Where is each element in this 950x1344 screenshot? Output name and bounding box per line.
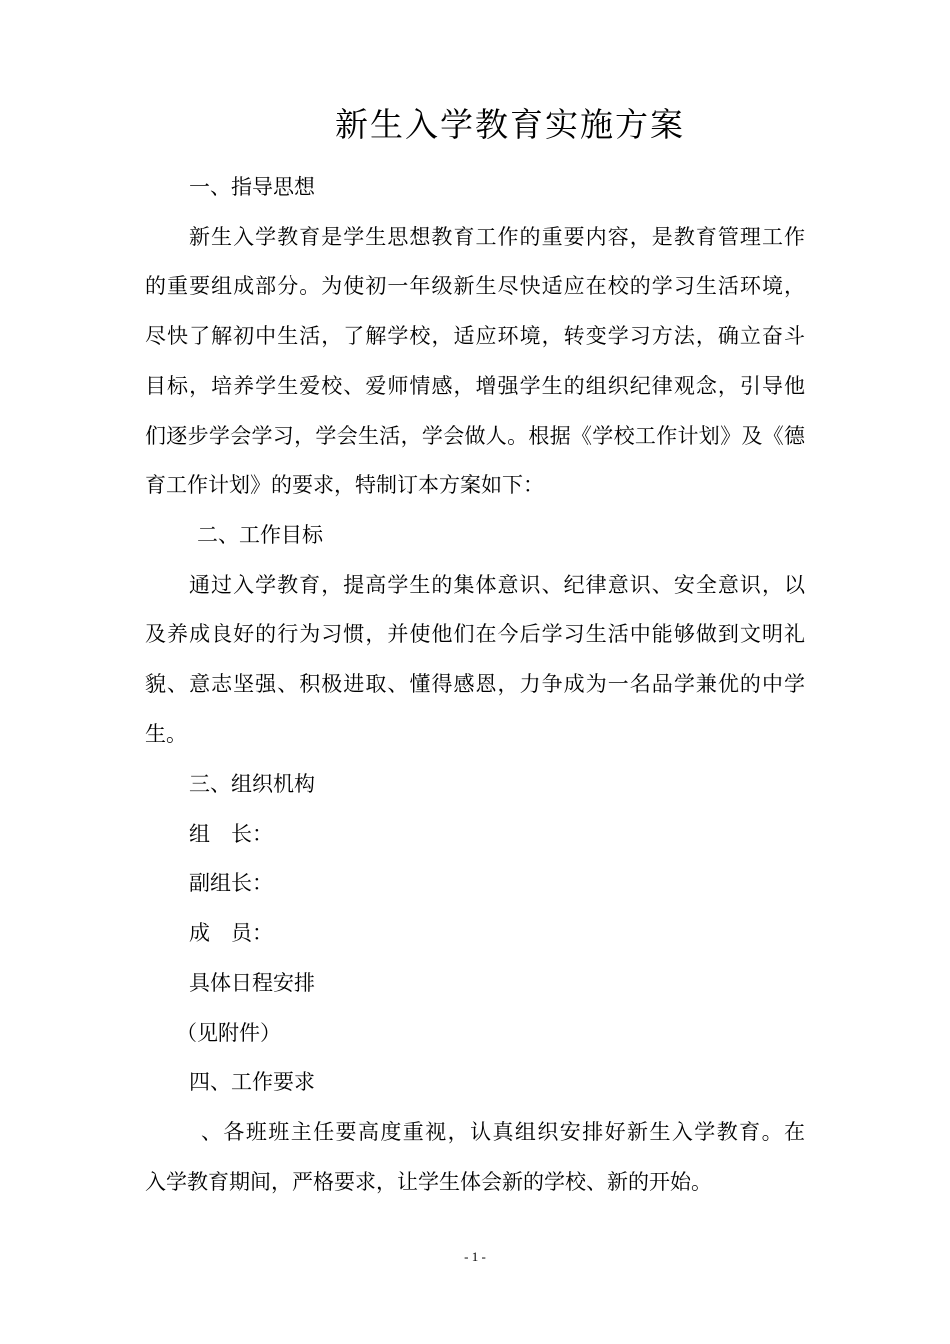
- paragraph-2-line-1: 通过入学教育，提高学生的集体意识、纪律意识、安全意识，以: [189, 573, 805, 597]
- section-heading-organization: 三、组织机构: [189, 772, 315, 796]
- org-leader-label: 组 长：: [189, 822, 273, 846]
- paragraph-1-line-1: 新生入学教育是学生思想教育工作的重要内容，是教育管理工作: [189, 225, 805, 249]
- paragraph-1-line-2: 的重要组成部分。为使初一年级新生尽快适应在校的学习生活环境，: [145, 274, 805, 298]
- schedule-label: 具体日程安排: [189, 971, 315, 995]
- org-members-label: 成 员：: [189, 921, 273, 945]
- paragraph-4-line-1: 、各班班主任要高度重视，认真组织安排好新生入学教育。在: [201, 1120, 805, 1144]
- section-heading-work-goals: 二、工作目标: [197, 523, 323, 547]
- paragraph-2-line-2: 及养成良好的行为习惯，并使他们在今后学习生活中能够做到文明礼: [145, 622, 805, 646]
- section-heading-work-requirements: 四、工作要求: [189, 1070, 315, 1094]
- org-deputy-label: 副组长：: [189, 871, 273, 895]
- attachment-note: （见附件）: [176, 1021, 281, 1045]
- paragraph-2-line-3: 貌、意志坚强、积极进取、懂得感恩，力争成为一名品学兼优的中学: [145, 672, 805, 696]
- section-heading-guiding-ideology: 一、指导思想: [189, 175, 315, 199]
- paragraph-1-line-5: 们逐步学会学习，学会生活，学会做人。根据《学校工作计划》及《德: [145, 424, 805, 448]
- paragraph-1-line-4: 目标，培养学生爱校、爱师情感，增强学生的组织纪律观念，引导他: [145, 374, 805, 398]
- paragraph-1-line-6: 育工作计划》的要求，特制订本方案如下：: [145, 473, 544, 497]
- paragraph-1-line-3: 尽快了解初中生活，了解学校，适应环境，转变学习方法，确立奋斗: [145, 324, 805, 348]
- paragraph-2-line-4: 生。: [145, 722, 187, 746]
- paragraph-4-line-2: 入学教育期间，严格要求，让学生体会新的学校、新的开始。: [145, 1170, 712, 1194]
- document-title: 新生入学教育实施方案: [335, 105, 685, 144]
- page-number: - 1 -: [464, 1249, 486, 1264]
